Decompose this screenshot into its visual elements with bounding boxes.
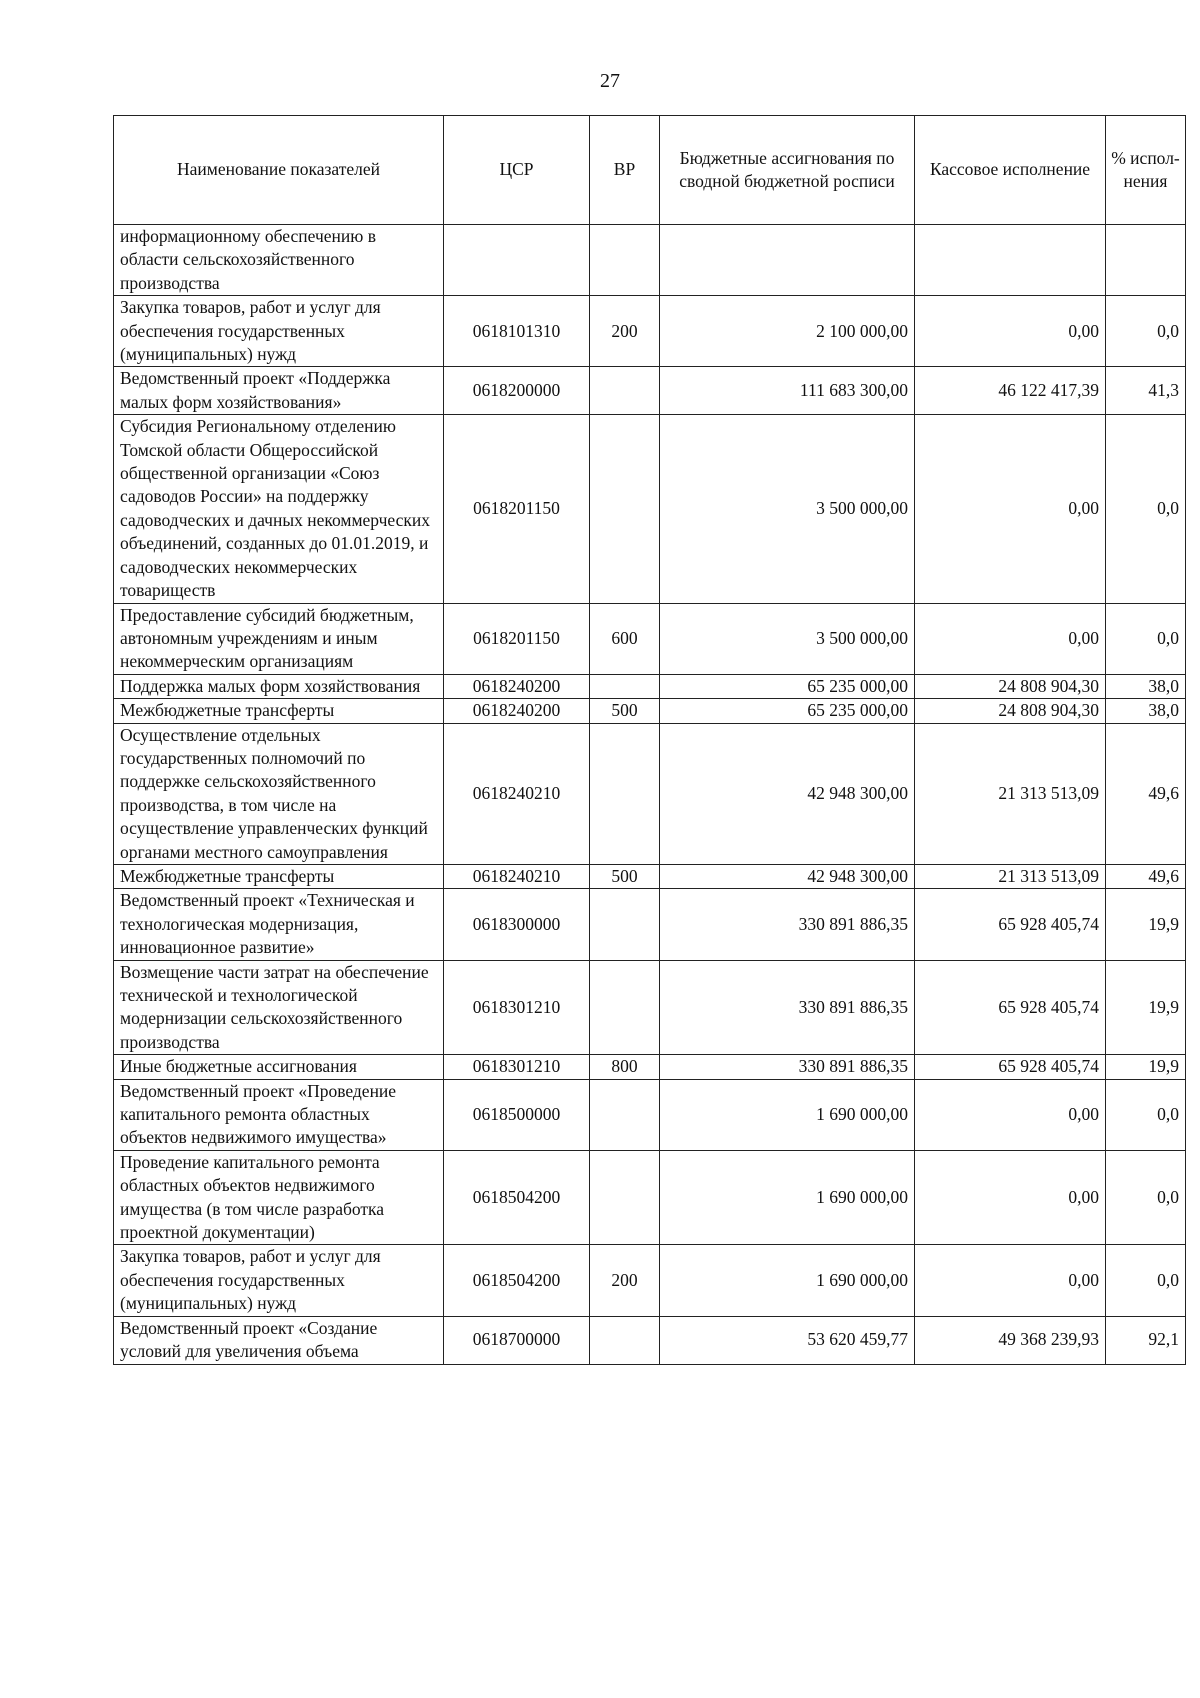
row-pct-cell [1106, 225, 1186, 296]
header-vr: ВР [590, 116, 660, 225]
row-name-cell: Ведомственный проект «Создание условий для увеличения объема [114, 1316, 444, 1364]
row-budget-cell: 65 235 000,00 [660, 699, 915, 723]
row-cash-cell: 49 368 239,93 [915, 1316, 1106, 1364]
row-csr-cell: 0618301210 [444, 1055, 590, 1079]
row-budget-cell: 330 891 886,35 [660, 1055, 915, 1079]
row-cash-cell: 0,00 [915, 603, 1106, 674]
row-vr-cell [590, 960, 660, 1055]
row-name-cell: Ведомственный проект «Проведение капитального ремонта областных объектов недвижимого имущества» [114, 1079, 444, 1150]
row-budget-cell: 330 891 886,35 [660, 960, 915, 1055]
row-name-cell: Межбюджетные трансферты [114, 864, 444, 888]
row-cash-cell: 24 808 904,30 [915, 674, 1106, 698]
row-csr-cell: 0618201150 [444, 603, 590, 674]
row-pct-cell: 0,0 [1106, 296, 1186, 367]
row-budget-cell: 1 690 000,00 [660, 1150, 915, 1245]
row-csr-cell: 0618300000 [444, 889, 590, 960]
table-header-row [114, 116, 1186, 225]
table-row [114, 1245, 1186, 1316]
table-row [114, 225, 1186, 296]
row-name-cell: информационному обеспечению в области сельскохозяйственного производства [114, 225, 444, 296]
row-budget-cell: 3 500 000,00 [660, 603, 915, 674]
row-vr-cell: 600 [590, 603, 660, 674]
row-vr-cell [590, 367, 660, 415]
row-name-cell: Проведение капитального ремонта областных объектов недвижимого имущества (в том числе разработка проектной документации) [114, 1150, 444, 1245]
row-budget-cell: 42 948 300,00 [660, 723, 915, 864]
row-vr-cell [590, 723, 660, 864]
row-pct-cell: 0,0 [1106, 1150, 1186, 1245]
table-row [114, 723, 1186, 864]
header-pct: % испол-нения [1106, 116, 1186, 225]
row-budget-cell: 42 948 300,00 [660, 864, 915, 888]
table-row [114, 415, 1186, 603]
row-cash-cell: 65 928 405,74 [915, 1055, 1106, 1079]
row-cash-cell: 46 122 417,39 [915, 367, 1106, 415]
row-pct-cell: 92,1 [1106, 1316, 1186, 1364]
budget-execution-table [113, 115, 1186, 1365]
table-row [114, 889, 1186, 960]
row-vr-cell: 800 [590, 1055, 660, 1079]
table-row [114, 864, 1186, 888]
row-cash-cell: 0,00 [915, 1079, 1106, 1150]
table-row [114, 1150, 1186, 1245]
row-pct-cell: 0,0 [1106, 415, 1186, 603]
row-csr-cell: 0618101310 [444, 296, 590, 367]
row-vr-cell [590, 415, 660, 603]
row-name-cell: Межбюджетные трансферты [114, 699, 444, 723]
row-cash-cell: 21 313 513,09 [915, 723, 1106, 864]
row-cash-cell: 0,00 [915, 1245, 1106, 1316]
row-csr-cell: 0618240210 [444, 723, 590, 864]
row-name-cell: Поддержка малых форм хозяйствования [114, 674, 444, 698]
row-budget-cell: 3 500 000,00 [660, 415, 915, 603]
row-budget-cell: 1 690 000,00 [660, 1245, 915, 1316]
row-budget-cell: 53 620 459,77 [660, 1316, 915, 1364]
row-cash-cell: 0,00 [915, 1150, 1106, 1245]
row-cash-cell: 65 928 405,74 [915, 889, 1106, 960]
row-pct-cell: 19,9 [1106, 889, 1186, 960]
table-body [114, 225, 1186, 1365]
row-csr-cell: 0618500000 [444, 1079, 590, 1150]
row-pct-cell: 19,9 [1106, 1055, 1186, 1079]
header-name: Наименование показателей [114, 116, 444, 225]
row-pct-cell: 41,3 [1106, 367, 1186, 415]
row-name-cell: Субсидия Региональному отделению Томской области Общероссийской общественной организации «Союз садоводов России» на поддержку садоводческих и дачных некоммерческих объединений, созданных до 01.01.2019, и садоводческих некоммерческих товариществ [114, 415, 444, 603]
table-row [114, 699, 1186, 723]
row-pct-cell: 19,9 [1106, 960, 1186, 1055]
row-name-cell: Осуществление отдельных государственных полномочий по поддержке сельскохозяйственного производства, в том числе на осуществление управленческих функций органами местного самоуправления [114, 723, 444, 864]
row-budget-cell: 2 100 000,00 [660, 296, 915, 367]
row-cash-cell: 0,00 [915, 296, 1106, 367]
row-name-cell: Возмещение части затрат на обеспечение технической и технологической модернизации сельскохозяйственного производства [114, 960, 444, 1055]
header-budget: Бюджетные ассигнования по сводной бюджетной росписи [660, 116, 915, 225]
table-row [114, 1079, 1186, 1150]
row-vr-cell: 500 [590, 699, 660, 723]
table-row [114, 296, 1186, 367]
row-vr-cell: 200 [590, 296, 660, 367]
table-row [114, 603, 1186, 674]
row-name-cell: Ведомственный проект «Техническая и технологическая модернизация, инновационное развитие» [114, 889, 444, 960]
table-row [114, 367, 1186, 415]
header-cash: Кассовое исполнение [915, 116, 1106, 225]
row-csr-cell: 0618301210 [444, 960, 590, 1055]
row-vr-cell [590, 1079, 660, 1150]
table-row [114, 1316, 1186, 1364]
row-csr-cell: 0618200000 [444, 367, 590, 415]
row-budget-cell [660, 225, 915, 296]
row-csr-cell: 0618240210 [444, 864, 590, 888]
row-budget-cell: 111 683 300,00 [660, 367, 915, 415]
row-name-cell: Закупка товаров, работ и услуг для обеспечения государственных (муниципальных) нужд [114, 1245, 444, 1316]
row-vr-cell [590, 1150, 660, 1245]
row-csr-cell [444, 225, 590, 296]
row-name-cell: Ведомственный проект «Поддержка малых форм хозяйствования» [114, 367, 444, 415]
row-vr-cell: 500 [590, 864, 660, 888]
row-cash-cell: 24 808 904,30 [915, 699, 1106, 723]
row-cash-cell: 0,00 [915, 415, 1106, 603]
row-csr-cell: 0618201150 [444, 415, 590, 603]
row-pct-cell: 0,0 [1106, 1079, 1186, 1150]
row-cash-cell [915, 225, 1106, 296]
row-csr-cell: 0618240200 [444, 674, 590, 698]
row-pct-cell: 49,6 [1106, 864, 1186, 888]
table-row [114, 1055, 1186, 1079]
row-csr-cell: 0618700000 [444, 1316, 590, 1364]
row-budget-cell: 330 891 886,35 [660, 889, 915, 960]
row-pct-cell: 38,0 [1106, 674, 1186, 698]
row-name-cell: Предоставление субсидий бюджетным, автономным учреждениям и иным некоммерческим организациям [114, 603, 444, 674]
row-cash-cell: 65 928 405,74 [915, 960, 1106, 1055]
row-name-cell: Иные бюджетные ассигнования [114, 1055, 444, 1079]
table-row [114, 960, 1186, 1055]
page-number: 27 [600, 70, 620, 92]
row-pct-cell: 0,0 [1106, 1245, 1186, 1316]
row-pct-cell: 0,0 [1106, 603, 1186, 674]
row-pct-cell: 38,0 [1106, 699, 1186, 723]
row-csr-cell: 0618504200 [444, 1245, 590, 1316]
row-cash-cell: 21 313 513,09 [915, 864, 1106, 888]
header-csr: ЦСР [444, 116, 590, 225]
row-budget-cell: 1 690 000,00 [660, 1079, 915, 1150]
row-vr-cell [590, 889, 660, 960]
row-vr-cell [590, 674, 660, 698]
row-vr-cell [590, 225, 660, 296]
row-budget-cell: 65 235 000,00 [660, 674, 915, 698]
row-vr-cell: 200 [590, 1245, 660, 1316]
row-csr-cell: 0618240200 [444, 699, 590, 723]
row-csr-cell: 0618504200 [444, 1150, 590, 1245]
row-pct-cell: 49,6 [1106, 723, 1186, 864]
table-row [114, 674, 1186, 698]
row-name-cell: Закупка товаров, работ и услуг для обеспечения государственных (муниципальных) нужд [114, 296, 444, 367]
row-vr-cell [590, 1316, 660, 1364]
